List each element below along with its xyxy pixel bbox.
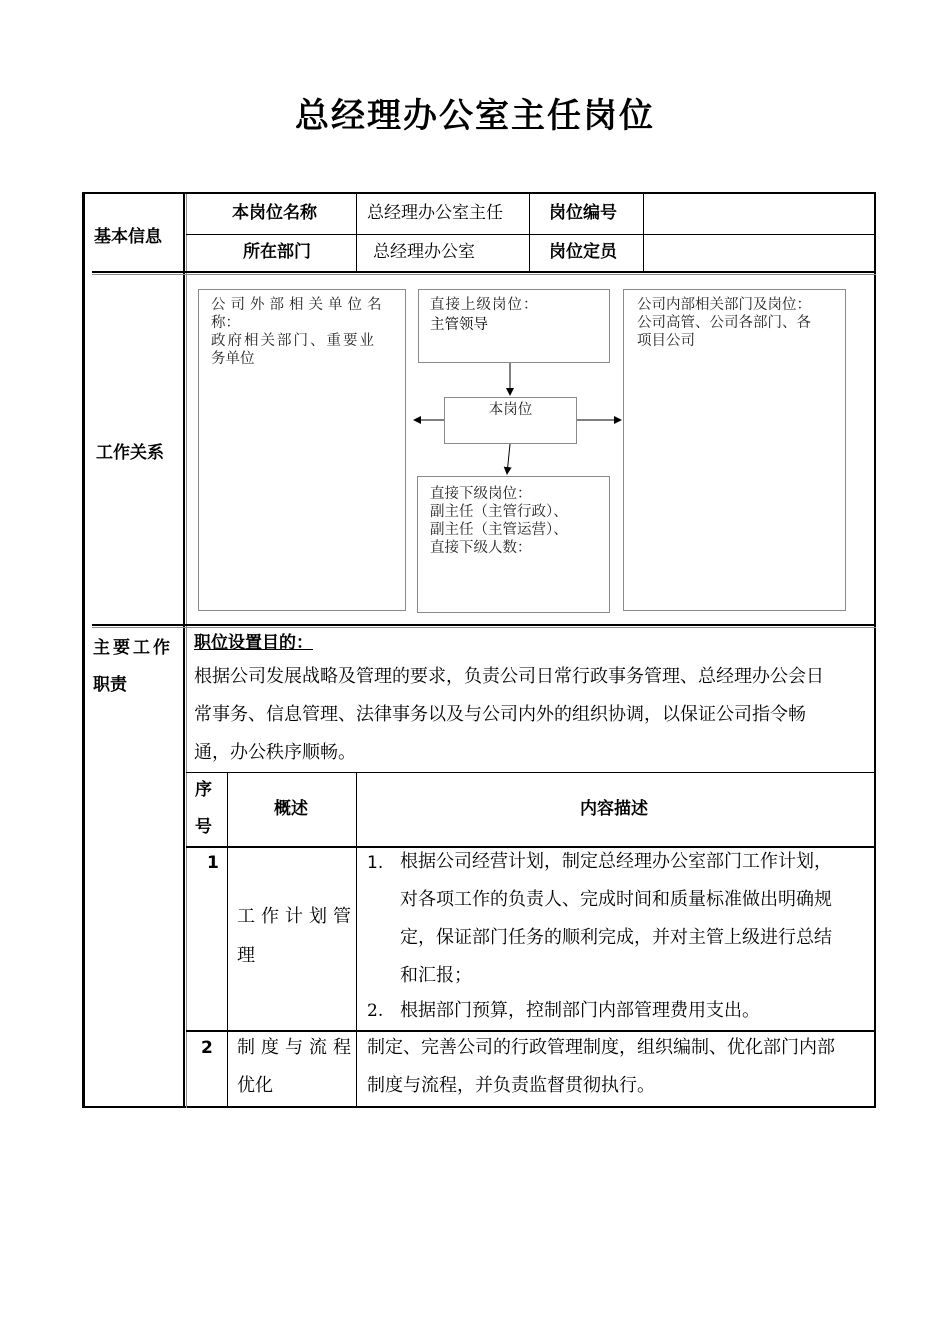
position-name-value: 总经理办公室主任 bbox=[367, 203, 503, 223]
subordinate-line2: 副主任（主管运营）、 bbox=[430, 522, 568, 538]
subordinate-line3: 直接下级人数： bbox=[430, 540, 532, 556]
superior-label: 直接上级岗位： bbox=[430, 297, 539, 313]
arrow-to-subordinate bbox=[507, 444, 510, 474]
self-position-label: 本岗位 bbox=[488, 402, 533, 418]
summary-header: 概述 bbox=[274, 799, 308, 819]
position-name-label: 本岗位名称 bbox=[232, 203, 317, 223]
duty-item-number: 2. bbox=[367, 1001, 384, 1021]
purpose-line3: 通，办公秩序顺畅。 bbox=[194, 742, 356, 763]
subordinate-line1: 副主任（主管行政）、 bbox=[430, 504, 568, 520]
department-label: 所在部门 bbox=[243, 242, 311, 262]
purpose-line2: 常事务、信息管理、法律事务以及与公司内外的组织协调，以保证公司指令畅 bbox=[194, 704, 806, 725]
description-header: 内容描述 bbox=[580, 799, 648, 819]
duty-item-line: 根据公司经营计划，制定总经理办公室部门工作计划， bbox=[400, 851, 832, 872]
duties-label-line2: 职责 bbox=[93, 675, 127, 695]
duty-row-summary-line2: 理 bbox=[237, 945, 255, 966]
duty-item-line: 根据部门预算，控制部门内部管理费用支出。 bbox=[400, 1000, 760, 1021]
basic-info-label: 基本信息 bbox=[94, 227, 162, 247]
duty-row-description-line2: 制度与流程，并负责监督贯彻执行。 bbox=[367, 1075, 655, 1096]
subordinate-label: 直接下级岗位： bbox=[430, 486, 532, 502]
duty-row-summary-line2: 优化 bbox=[237, 1075, 273, 1096]
external-units-value-line1: 政府相关部门、重要业 bbox=[211, 333, 376, 349]
duty-row-summary-line1: 工作计划管 bbox=[237, 906, 357, 927]
duties-label-line1: 主要工作 bbox=[93, 638, 173, 658]
purpose-line1: 根据公司发展战略及管理的要求，负责公司日常行政事务管理、总经理办公会日 bbox=[194, 666, 824, 687]
duty-row-seq: 2 bbox=[201, 1038, 213, 1058]
internal-units-label: 公司内部相关部门及岗位： bbox=[637, 297, 811, 313]
work-relations-label: 工作关系 bbox=[96, 443, 164, 463]
duty-row-summary-line1: 制度与流程 bbox=[237, 1037, 357, 1058]
external-units-label-line1: 公司外部相关单位名 bbox=[211, 297, 387, 313]
seq-header-line1: 序 bbox=[195, 780, 212, 800]
internal-units-value-line2: 项目公司 bbox=[637, 333, 695, 349]
internal-units-value-line1: 公司高管、公司各部门、各 bbox=[637, 315, 811, 331]
page-title: 总经理办公室主任岗位 bbox=[295, 96, 655, 136]
duty-item-number: 1. bbox=[367, 853, 384, 873]
headcount-label: 岗位定员 bbox=[549, 242, 617, 262]
purpose-heading: 职位设置目的： bbox=[194, 633, 313, 653]
superior-value: 主管领导 bbox=[430, 317, 488, 333]
external-units-label-line2: 称： bbox=[211, 315, 240, 331]
seq-header-line2: 号 bbox=[195, 817, 212, 837]
duty-row-seq: 1 bbox=[207, 853, 219, 873]
department-value: 总经理办公室 bbox=[373, 242, 475, 262]
position-code-label: 岗位编号 bbox=[549, 203, 617, 223]
duty-item-line: 对各项工作的负责人、完成时间和质量标准做出明确规 bbox=[400, 889, 832, 910]
external-units-value-line2: 务单位 bbox=[211, 351, 255, 367]
duty-item-line: 和汇报； bbox=[400, 965, 472, 986]
duty-row-description-line1: 制定、完善公司的行政管理制度，组织编制、优化部门内部 bbox=[367, 1037, 835, 1058]
duty-item-line: 定，保证部门任务的顺利完成，并对主管上级进行总结 bbox=[400, 927, 832, 948]
